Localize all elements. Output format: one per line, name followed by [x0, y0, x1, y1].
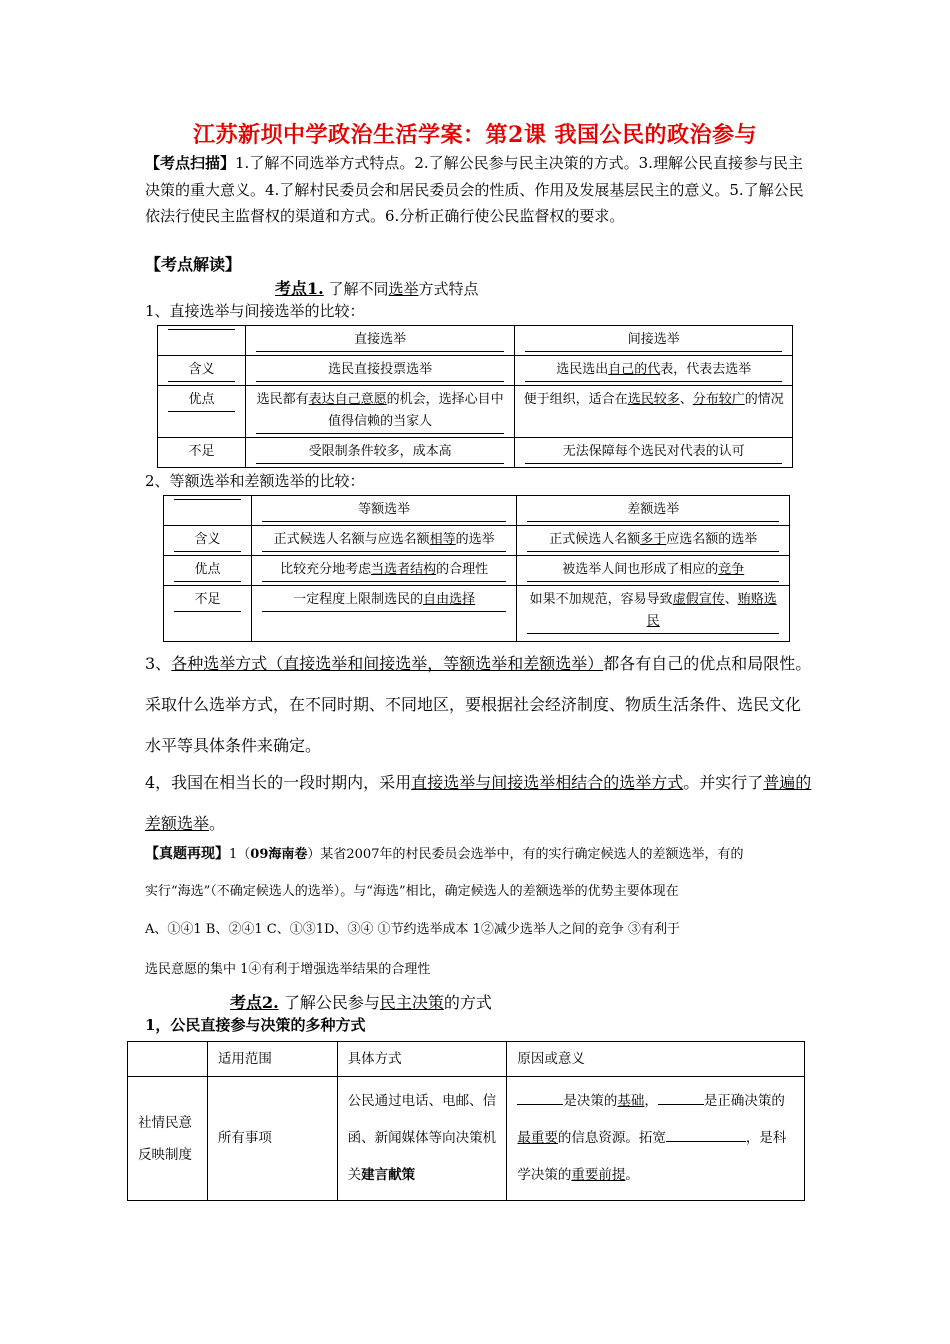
- table-cell: [251, 556, 517, 586]
- t1-r2-c2: [524, 392, 784, 407]
- t2-r3-c2-mid: 、: [724, 592, 738, 607]
- real-q1: ）某省2007年的村民委员会选举中，有的实行确定候选人的差额选举，有的: [307, 847, 744, 862]
- real-label: 【真题再现】: [145, 846, 229, 862]
- t2-r1-c2-u: 多于: [640, 532, 667, 547]
- t2-r3-c2: [527, 589, 779, 634]
- t1-r1-c2-u: 自己的代: [608, 362, 661, 377]
- page-title: 江苏新坝中学政治生活学案：第2课 我国公民的政治参与: [193, 122, 757, 148]
- t2-r3-c2-pre: 如果不加规范，容易导致: [529, 592, 673, 607]
- point2-label: 考点2.: [230, 993, 279, 1012]
- s4-pre: 4，我国在相当长的一段时期内，采用: [145, 773, 412, 792]
- fill-blank[interactable]: [666, 1125, 746, 1142]
- table-cell: [164, 526, 252, 556]
- t1-r3-c2: 无法保障每个选民对代表的认可: [525, 441, 782, 464]
- table-cell: [517, 526, 790, 556]
- t1-r2-c1: [256, 389, 505, 434]
- t2-r2-c1-post: 的合理性: [436, 562, 489, 577]
- t2-r3-c1-u: 自由选择: [423, 592, 476, 607]
- s4-u2: 普遍的差额选举: [145, 773, 812, 833]
- t3-m7: 科学决策的: [517, 1130, 787, 1183]
- table-cell: [164, 496, 252, 526]
- t1-h0: [168, 329, 235, 330]
- t2-r1-c2: [527, 529, 779, 552]
- t2-r3-c1: [262, 589, 507, 612]
- t3-m1u: 基础: [617, 1093, 645, 1109]
- t3-method-pre: 公民通过电话、电邮、信函、新闻媒体等向决策机关: [347, 1093, 497, 1183]
- table-row: [158, 326, 793, 356]
- table-cell: [245, 326, 515, 356]
- s4-mid: 。并实行了: [683, 773, 764, 792]
- table-row: [158, 386, 793, 438]
- fill-blank[interactable]: [517, 1088, 563, 1105]
- fill-blank[interactable]: [658, 1088, 704, 1105]
- point2-u: 民主决策: [379, 993, 444, 1012]
- t2-h2: 差额选举: [527, 499, 779, 522]
- table-cell: [517, 556, 790, 586]
- t3-row-label: 社情民意反映制度: [128, 1077, 208, 1201]
- t1-r1-c2: [525, 359, 782, 382]
- t1-r1-c2-pre: 选民选出: [556, 362, 609, 377]
- table-row: [164, 526, 790, 556]
- decision-table: [127, 1041, 805, 1201]
- t1-r2-c2-mid: 、: [679, 392, 693, 407]
- table-cell: [515, 356, 793, 386]
- s4-post: 。: [209, 814, 226, 833]
- t2-h1: 等额选举: [262, 499, 507, 522]
- point2-heading: [230, 990, 492, 1013]
- real-question: [145, 842, 825, 986]
- t1-r1-label: 含义: [168, 359, 235, 382]
- table-cell: [164, 556, 252, 586]
- t1-r2-c1-u: 表达自己意愿: [308, 392, 387, 407]
- table-cell: [515, 386, 793, 438]
- real-num: 1（: [229, 847, 251, 862]
- section3-text: [145, 643, 815, 766]
- point1-pre: 了解不同: [328, 280, 389, 298]
- point2-post: 的方式: [443, 993, 492, 1012]
- table-cell: [158, 356, 246, 386]
- t3-h2: 具体方式: [337, 1042, 507, 1077]
- table-cell: [158, 438, 246, 468]
- t1-r2-c1-pre: 选民都有: [256, 392, 309, 407]
- t1-r2-c2-u1: 选民较多: [627, 392, 680, 407]
- t2-r2-c1-u: 当选者结构: [371, 562, 437, 577]
- section5-title: 1，公民直接参与决策的多种方式: [145, 1016, 366, 1034]
- scan-text: 1.了解不同选举方式特点。2.了解公民参与民主决策的方式。3.理解公民直接参与民主决策的重大意义。4.了解村民委员会和居民委员会的性质、作用及发展基层民主的意义。5.了解公民依法行使民主监督权的渠道和方式。6.分析正确行使公民监督权的要求。: [145, 154, 804, 225]
- t1-r1-c2-post: 表，代表去选举: [660, 362, 752, 377]
- t2-r2-c2-pre: 被选举人间也形成了相应的: [562, 562, 719, 577]
- table-row: [164, 586, 790, 642]
- table-cell: [164, 586, 252, 642]
- section2-title: 2、等额选举和差额选举的比较：: [145, 472, 365, 490]
- real-line-2: 实行“海选”（不确定候选人的选举）。与“海选”相比，确定候选人的差额选举的优势主要体现在: [145, 884, 679, 899]
- t1-r1-c1: 选民直接投票选举: [256, 359, 505, 382]
- table-cell: [251, 586, 517, 642]
- t2-r1-c2-pre: 正式候选人名额: [549, 532, 641, 547]
- table-cell: [245, 356, 515, 386]
- table-cell: [245, 438, 515, 468]
- t3-m4u: 最重要: [517, 1130, 558, 1146]
- section1-title: 1、直接选举与间接选举的比较：: [145, 302, 365, 320]
- t2-r1-c1-pre: 正式候选人名额与应选名额: [273, 532, 430, 547]
- t1-r2-c2-u2: 分布较广: [692, 392, 745, 407]
- t3-h3: 原因或意义: [507, 1042, 805, 1077]
- t2-r2-c1: [262, 559, 507, 582]
- table-row: [158, 356, 793, 386]
- t3-m7u: 重要前提: [571, 1167, 626, 1183]
- real-line-3: A、①④1 B、②④1 C、①③1D、③④ ①节约选举成本 1②减少选举人之间的竞争 ③有利于: [145, 922, 681, 937]
- t2-r3-c1-pre: 一定程度上限制选民的: [293, 592, 424, 607]
- t2-r2-c2-u: 竞争: [718, 562, 745, 577]
- t1-r3-label: 不足: [188, 444, 215, 459]
- t1-r3-c1: 受限制条件较多，成本高: [256, 441, 505, 464]
- table-row: [164, 496, 790, 526]
- s3-pre: 3、: [145, 654, 172, 673]
- point1-u: 选举: [388, 280, 419, 298]
- t2-r1-label: 含义: [174, 529, 241, 552]
- t1-r2-label: 优点: [168, 389, 235, 412]
- table-row: [128, 1077, 805, 1201]
- t1-r2-c2-pre: 便于组织，适合在: [523, 392, 628, 407]
- direct-indirect-table: [157, 325, 793, 468]
- table-cell: [515, 438, 793, 468]
- t2-r2-c1-pre: 比较充分地考虑: [280, 562, 372, 577]
- t3-h0: [128, 1042, 208, 1077]
- t1-h1: 直接选举: [256, 329, 505, 352]
- table-cell: [245, 386, 515, 438]
- table-cell: [515, 326, 793, 356]
- table-cell: [158, 386, 246, 438]
- t2-r2-label: 优点: [174, 559, 241, 582]
- t2-r1-c1-u: 相等: [429, 532, 456, 547]
- scan-section: [145, 150, 815, 230]
- table-cell: [158, 326, 246, 356]
- t3-method-b: 建言献策: [361, 1167, 416, 1183]
- table-row: [164, 556, 790, 586]
- t3-row-method: [337, 1077, 507, 1201]
- table-cell: [251, 526, 517, 556]
- s3-post: 都各有自己的优点和局限性。采取什么选举方式，在不同时期、不同地区，要根据社会经济制度、物质生活条件、选民文化水平等具体条件来确定。: [145, 654, 812, 755]
- t3-m8: 。: [625, 1167, 639, 1183]
- t3-m6: ，是: [745, 1130, 773, 1146]
- t3-m1: 是决策的: [563, 1093, 618, 1109]
- t1-h2: 间接选举: [525, 329, 782, 352]
- t2-r3-c2-u2: 贿赂选民: [646, 592, 777, 629]
- t2-r1-c1: [262, 529, 507, 552]
- t2-r1-c1-post: 的选举: [455, 532, 495, 547]
- s4-u1: 直接选举与间接选举相结合的选举方式: [411, 773, 684, 792]
- real-src: 09海南卷: [250, 847, 308, 862]
- t2-r1-c2-post: 应选名额的选举: [666, 532, 758, 547]
- t3-m3: 是正确决策的: [703, 1093, 785, 1109]
- t1-r2-c2-post: 的情况: [744, 392, 784, 407]
- real-line-1: [145, 842, 825, 880]
- equal-diff-table: [163, 495, 790, 642]
- table-cell: [517, 586, 790, 642]
- t1-r2-c1-post: 的机会，选择心目中值得信赖的当家人: [328, 392, 504, 429]
- point1-label: 考点1.: [275, 279, 324, 298]
- table-row: [158, 438, 793, 468]
- s3-u: 各种选举方式（直接选举和间接选举，等额选举和差额选举）: [171, 654, 604, 673]
- t3-m2: ，: [644, 1093, 658, 1109]
- t3-m5: 的信息资源。拓宽: [557, 1130, 666, 1146]
- t2-r3-c2-u1: 虚假宣传: [672, 592, 725, 607]
- interpret-label: 【考点解读】: [145, 255, 242, 274]
- t3-row-meaning: [507, 1077, 805, 1201]
- t2-h0: [174, 499, 241, 500]
- table-cell: [517, 496, 790, 526]
- t2-r3-label: 不足: [174, 589, 241, 612]
- point1-heading: [275, 276, 479, 299]
- section4-text: [145, 762, 815, 844]
- scan-label: 【考点扫描】: [145, 154, 236, 172]
- table-cell: [251, 496, 517, 526]
- table-row: [128, 1042, 805, 1077]
- point2-pre: 了解公民参与: [283, 993, 380, 1012]
- t2-r2-c2: [527, 559, 779, 582]
- real-line-4: 选民意愿的集中 1④有利于增强选举结果的合理性: [145, 962, 431, 977]
- t3-row-scope: 所有事项: [207, 1077, 337, 1201]
- t3-h1: 适用范围: [207, 1042, 337, 1077]
- point1-post: 方式特点: [418, 280, 479, 298]
